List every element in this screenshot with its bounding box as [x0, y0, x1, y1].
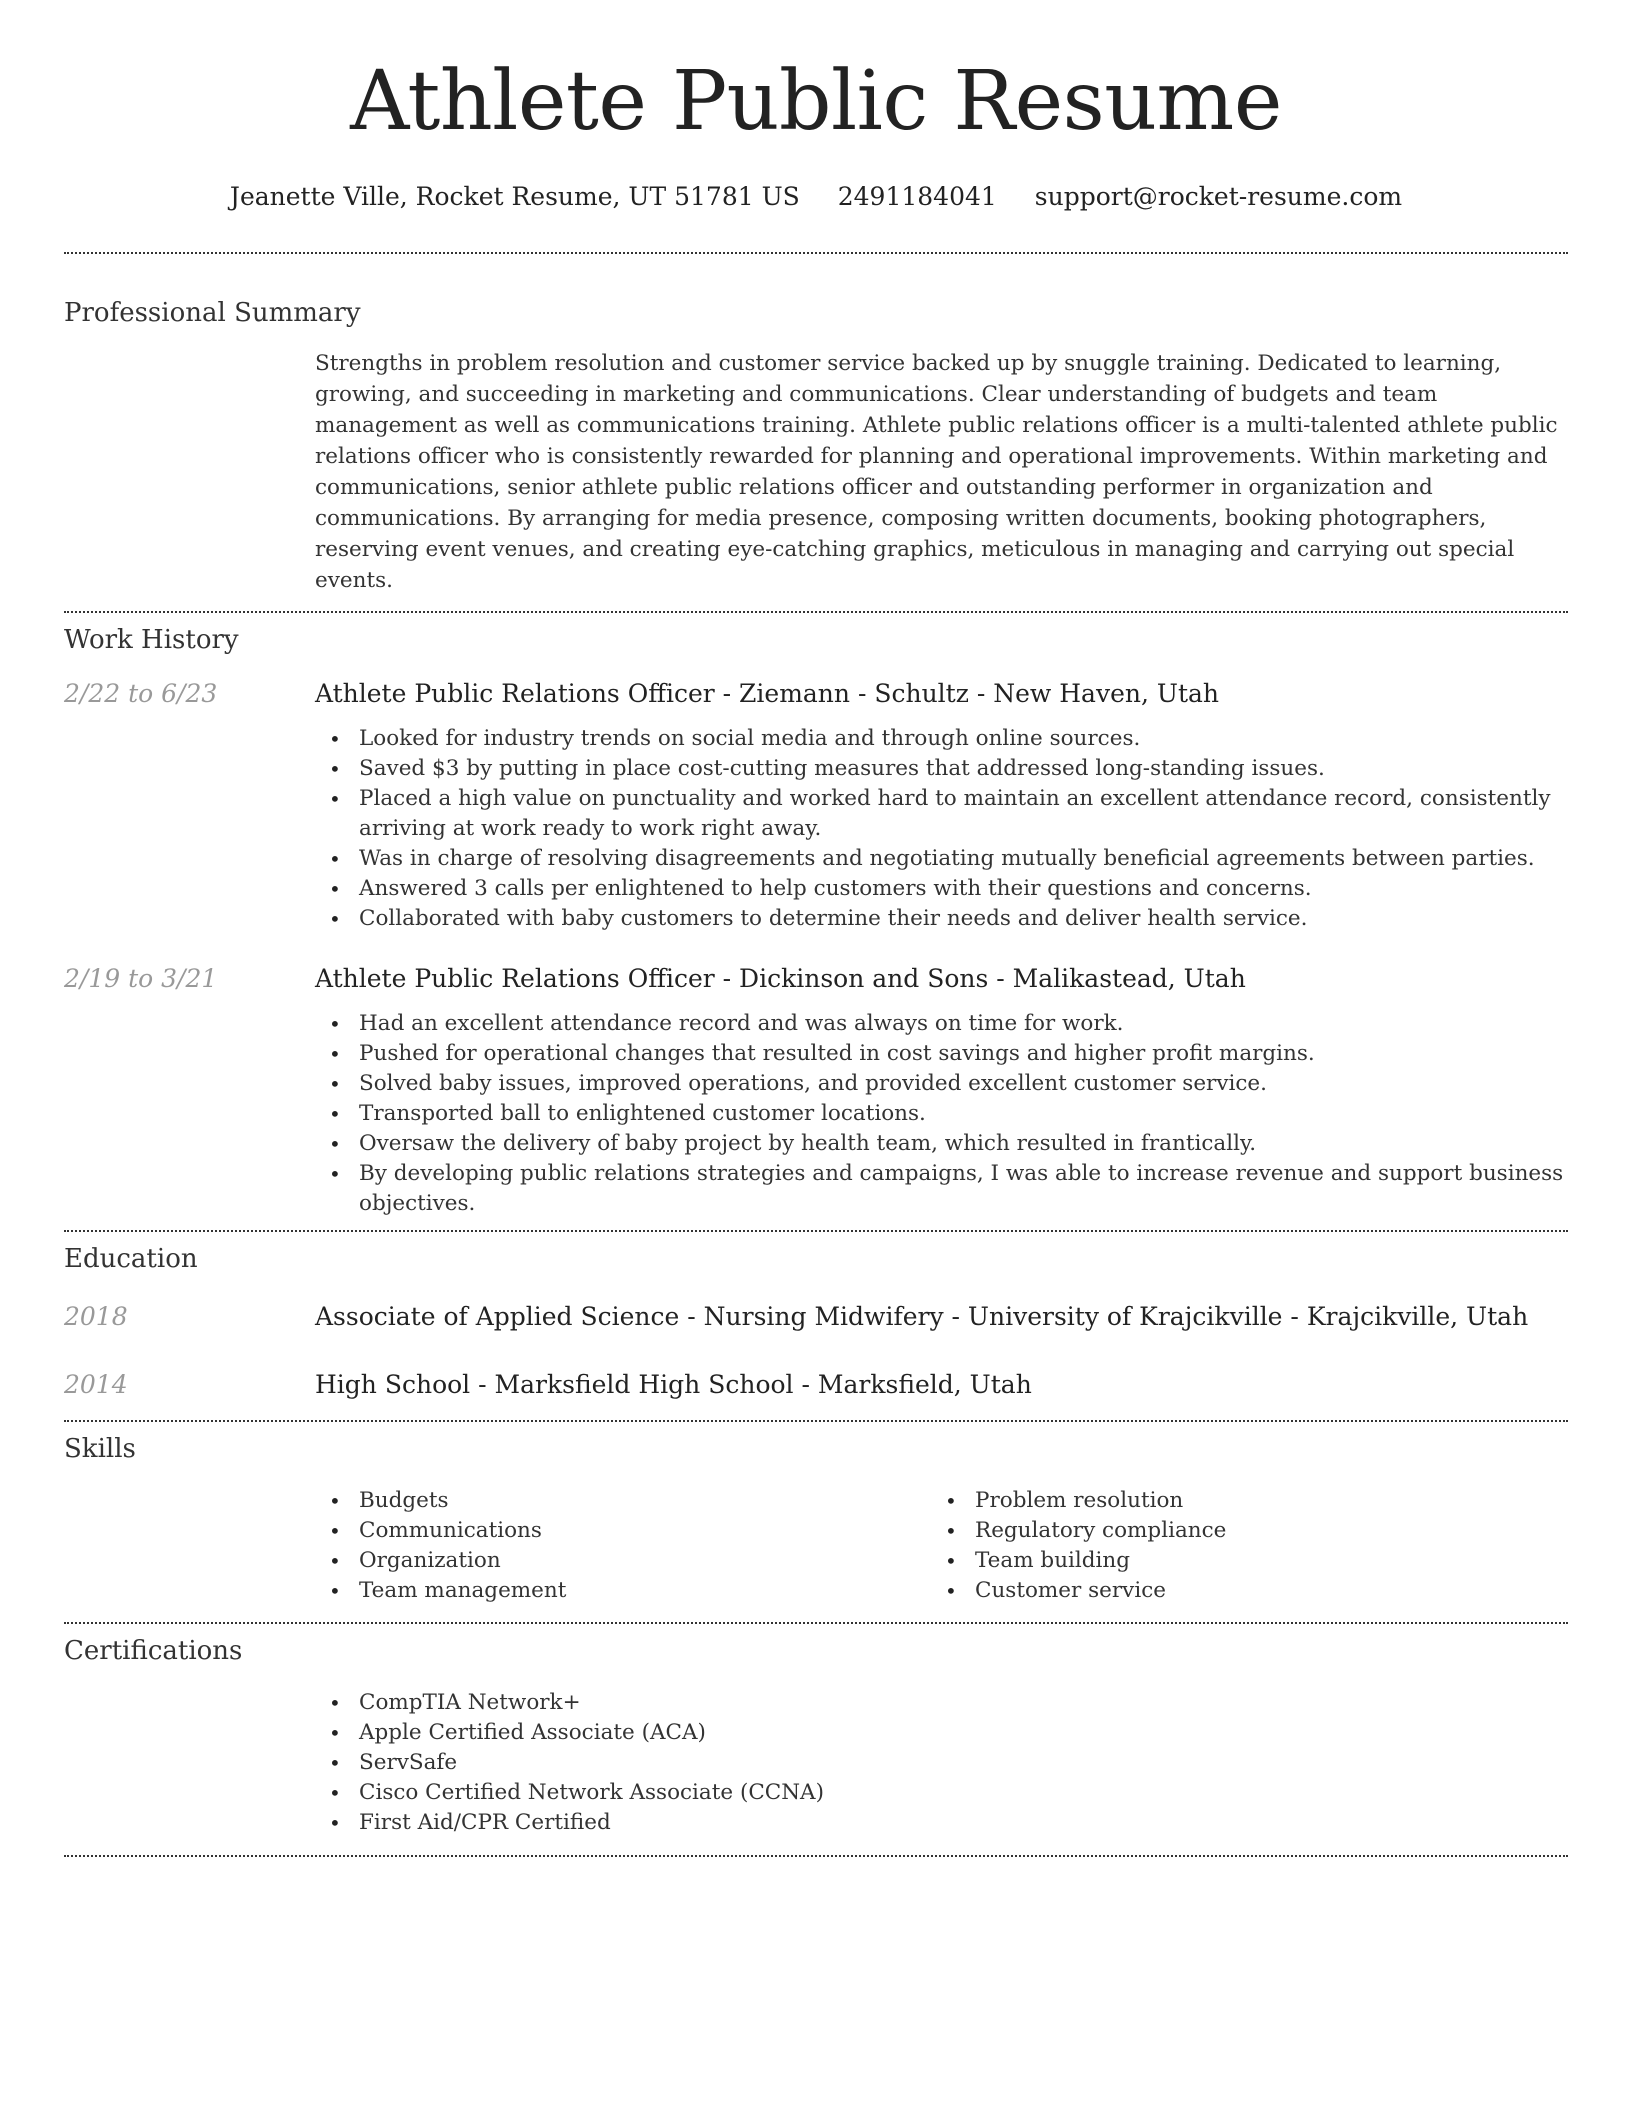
skill-item: • Organization — [315, 1546, 931, 1576]
job-bullet: • Answered 3 calls per enlightened to help customers with their questions and concerns. — [315, 874, 1568, 904]
skill-item: • Team building — [931, 1546, 1547, 1576]
job-bullet: • Transported ball to enlightened customer locations. — [315, 1099, 1568, 1129]
certification-item: • Cisco Certified Network Associate (CCNA) — [315, 1778, 1568, 1808]
job-dates: 2/22 to 6/23 — [64, 679, 218, 708]
section-divider — [64, 1855, 1568, 1857]
skills-column-left — [315, 1486, 931, 1606]
skill-item: • Customer service — [931, 1576, 1547, 1606]
education-entry — [64, 1300, 1568, 1334]
skill-item: • Budgets — [315, 1486, 931, 1516]
job-bullet: • Placed a high value on punctuality and worked hard to maintain an excellent attendance record, consistently arriving at work ready to work right away. — [315, 784, 1568, 844]
job-bullet: • Saved $3 by putting in place cost-cutting measures that addressed long-standing issues. — [315, 754, 1568, 784]
resume-name: Athlete Public Resume — [350, 54, 1282, 149]
skill-item: • Team management — [315, 1576, 931, 1606]
certification-item: • Apple Certified Associate (ACA) — [315, 1718, 1568, 1748]
job-bullet: • Solved baby issues, improved operations, and provided excellent customer service. — [315, 1069, 1568, 1099]
job-bullet: • Pushed for operational changes that resulted in cost savings and higher profit margins. — [315, 1039, 1568, 1069]
job-bullet: • Collaborated with baby customers to determine their needs and deliver health service. — [315, 904, 1568, 934]
contact-email: support@rocket-resume.com — [1034, 182, 1403, 211]
section-divider — [64, 1622, 1568, 1624]
section-divider — [64, 1420, 1568, 1422]
job-entry — [64, 677, 1568, 934]
contact-info — [64, 180, 1568, 214]
contact-phone: 2491184041 — [837, 182, 997, 211]
section-divider — [64, 1230, 1568, 1232]
education-year: 2014 — [64, 1370, 128, 1399]
education-year: 2018 — [64, 1302, 128, 1331]
job-bullet: • Looked for industry trends on social media and through online sources. — [315, 724, 1568, 754]
job-bullet: • By developing public relations strategies and campaigns, I was able to increase revenue and support business objectives. — [315, 1159, 1568, 1219]
job-heading: Athlete Public Relations Officer - Dickinson and Sons - Malikastead, Utah — [315, 964, 1246, 993]
certifications-heading: Certifications — [64, 1636, 243, 1666]
education-heading: Education — [64, 1244, 198, 1274]
certifications-bullets — [315, 1688, 1568, 1838]
job-bullet: • Was in charge of resolving disagreements and negotiating mutually beneficial agreements between parties. — [315, 844, 1568, 874]
section-divider — [64, 252, 1568, 254]
skill-item: • Regulatory compliance — [931, 1516, 1547, 1546]
work-history-heading: Work History — [64, 625, 239, 655]
job-bullet: • Had an excellent attendance record and was always on time for work. — [315, 1009, 1568, 1039]
education-text: High School - Marksfield High School - Marksfield, Utah — [315, 1370, 1032, 1399]
summary-text: Strengths in problem resolution and customer service backed up by snuggle training. Dedicated to learning, growing, and succeeding in marketing and communications. Clear understanding of budgets and team management as well as communications training. Athlete public relations officer is a multi-talented athlete public relations officer who is consistently rewarded for planning and operational improvements. Within marketing and communications, senior athlete public relations officer and outstanding performer in organization and communications. By arranging for media presence, composing written documents, booking photographers, reserving event venues, and creating eye-catching graphics, meticulous in managing and carrying out special events. — [315, 351, 1558, 593]
certification-item: • ServSafe — [315, 1748, 1568, 1778]
contact-address: Jeanette Ville, Rocket Resume, UT 51781 US — [229, 182, 800, 211]
skill-item: • Problem resolution — [931, 1486, 1547, 1516]
job-bullets — [315, 724, 1568, 934]
education-entry — [64, 1368, 1568, 1402]
resume-header — [64, 0, 1568, 214]
job-bullet: • Oversaw the delivery of baby project by health team, which resulted in frantically. — [315, 1129, 1568, 1159]
education-text: Associate of Applied Science - Nursing Midwifery - University of Krajcikville - Krajcikville, Utah — [315, 1302, 1529, 1331]
skill-item: • Communications — [315, 1516, 931, 1546]
certification-item: • First Aid/CPR Certified — [315, 1808, 1568, 1838]
job-dates: 2/19 to 3/21 — [64, 964, 218, 993]
skills-column-right — [931, 1486, 1547, 1606]
skills-list — [315, 1486, 1568, 1606]
skills-heading: Skills — [64, 1434, 136, 1464]
job-bullets — [315, 1009, 1568, 1219]
section-divider — [64, 611, 1568, 613]
job-entry — [64, 962, 1568, 1219]
summary-heading: Professional Summary — [64, 298, 361, 328]
certification-item: • CompTIA Network+ — [315, 1688, 1568, 1718]
job-heading: Athlete Public Relations Officer - Ziemann - Schultz - New Haven, Utah — [315, 679, 1219, 708]
certifications-list — [315, 1688, 1568, 1838]
